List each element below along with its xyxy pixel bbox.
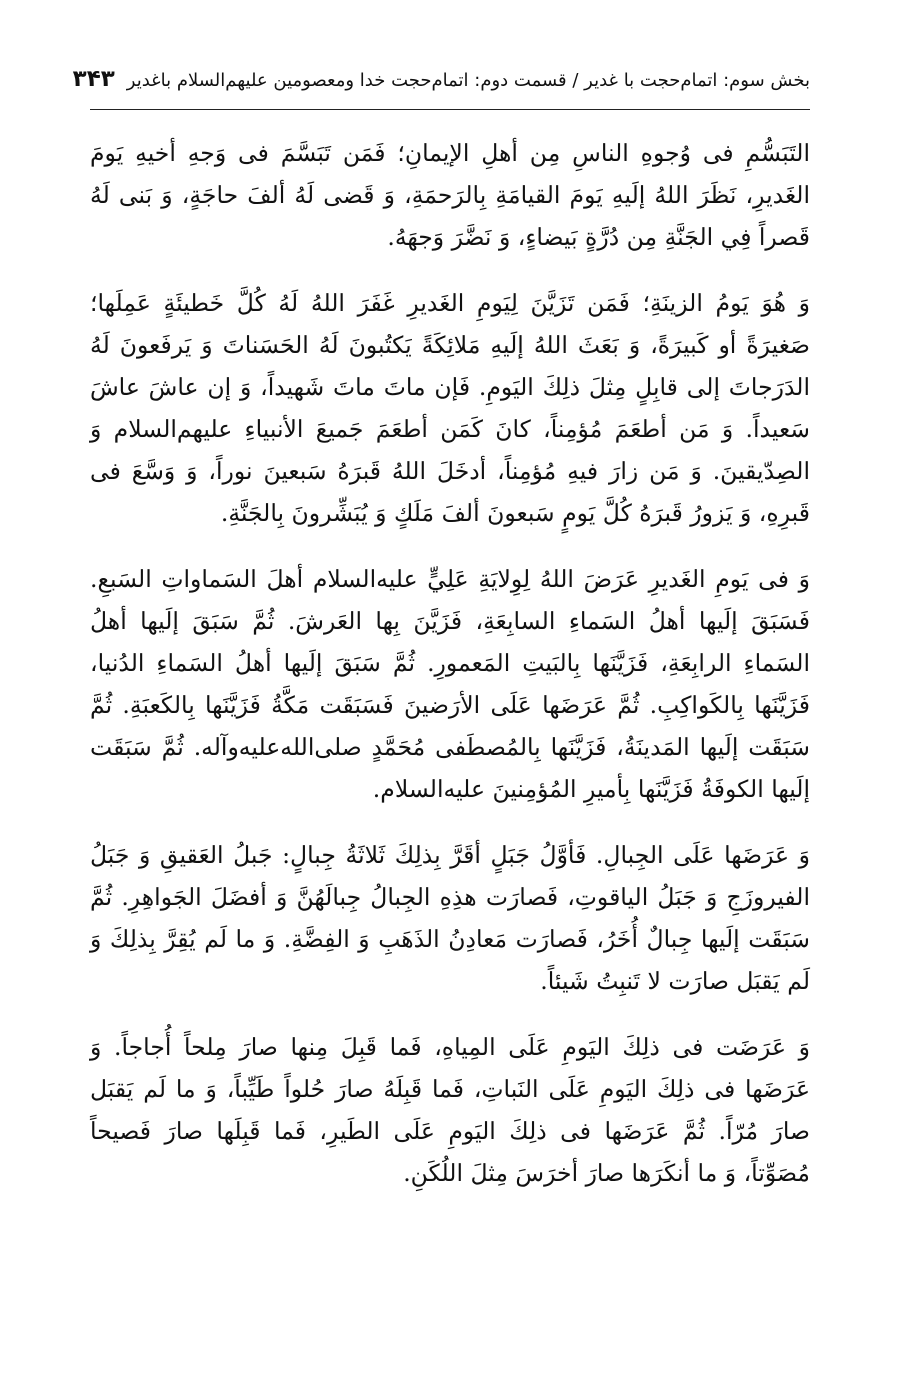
paragraph: وَ فی يَومِ الغَديرِ عَرَضَ اللهُ لِوِلايَةِ عَلِيٍّ عليه‌السلام أهلَ السَماواتِ السَبعِ. فَسَبَقَ إلَيها أهلُ السَماءِ السابِعَةِ، فَزَيَّنَ بِها العَرشَ. ثُمَّ سَبَقَ إلَيها أهلُ السَماءِ الرابِعَةِ، فَزَيَّنَها بِالبَيتِ المَعمورِ. ثُمَّ سَبَقَ إلَيها أهلُ السَماءِ الدُنيا، فَزَيَّنَها بِالكَواكِبِ. ثُمَّ عَرَضَها عَلَى الأرَضينَ فَسَبَقَت مَكَّةُ فَزَيَّنَها بِالكَعبَةِ. ثُمَّ سَبَقَت إلَيها المَدينَةُ، فَزَيَّنَها بِالمُصطَفى مُحَمَّدٍ صلی‌الله‌علیه‌وآله. ثُمَّ سَبَقَت إلَيها الكوفَةُ فَزَيَّنَها بِأميرِ المُؤمِنينَ عليه‌السلام. [90, 565, 810, 803]
page-body [90, 132, 810, 1194]
paragraph: وَ هُوَ يَومُ الزينَةِ؛ فَمَن تَزَيَّنَ لِيَومِ الغَديرِ غَفَرَ اللهُ لَهُ كُلَّ خَطيئَةٍ عَمِلَها؛ صَغيرَةً أو كَبيرَةً، وَ بَعَثَ اللهُ إلَيهِ مَلائِكَةً يَكتُبونَ لَهُ الحَسَناتَ وَ يَرفَعونَ لَهُ الدَرَجاتَ إلى قابِلٍ مِثلَ ذلِكَ اليَومِ. فَإن ماتَ ماتَ شَهيداً، وَ إن عاشَ عاشَ سَعيداً. وَ مَن أطعَمَ مُؤمِناً، كانَ كَمَن أطعَمَ جَميعَ الأنبياءِ عليهم‌السلام وَ الصِدّيقينَ. وَ مَن زارَ فيهِ مُؤمِناً، أدخَلَ اللهُ قَبرَهُ سَبعينَ نوراً، وَ وَسَّعَ فی قَبرِهِ، وَ يَزورُ قَبرَهُ كُلَّ يَومٍ سَبعونَ ألفَ مَلَكٍ وَ يُبَشِّرونَ بِالجَنَّةِ. [90, 289, 810, 527]
header-title: بخش سوم: اتمام‌حجت با غدیر / قسمت دوم: اتمام‌حجت خدا ومعصومین علیهم‌السلام باغدیر [126, 70, 810, 91]
paragraph: وَ عَرَضَت فی ذلِكَ اليَومِ عَلَى المِياهِ، فَما قَبِلَ مِنها صارَ مِلحاً أُجاجاً. وَ عَرَضَها فی ذلِكَ اليَومِ عَلَى النَباتِ، فَما قَبِلَهُ صارَ حُلواً طَيِّباً، وَ ما لَم يَقبَل صارَ مُرّاً. ثُمَّ عَرَضَها فی ذلِكَ اليَومِ عَلَى الطَيرِ، فَما قَبِلَها صارَ فَصيحاً مُصَوِّتاً، وَ ما أنكَرَها صارَ أخرَسَ مِثلَ اللُكَنِ. [90, 1033, 810, 1187]
page-number: ۳۴۳ [72, 66, 115, 92]
paragraph: التَبَسُّمِ فی وُجوهِ الناسِ مِن أهلِ الإيمانِ؛ فَمَن تَبَسَّمَ فی وَجهِ أخيهِ يَومَ الغَديرِ، نَظَرَ اللهُ إلَيهِ يَومَ القيامَةِ بِالرَحمَةِ، وَ قَضى لَهُ ألفَ حاجَةٍ، وَ بَنى لَهُ قَصراً فِي الجَنَّةِ مِن دُرَّةٍ بَيضاءٍ، وَ نَضَّرَ وَجهَهُ. [90, 139, 810, 251]
book-page [72, 66, 810, 1218]
running-header [72, 66, 810, 110]
paragraph: وَ عَرَضَها عَلَى الجِبالِ. فَأوَّلُ جَبَلٍ أقَرَّ بِذلِكَ ثَلاثَةُ جِبالٍ: جَبلُ العَقيقِ وَ جَبَلُ الفيروزَجِ وَ جَبَلُ الياقوتِ، فَصارَت هذِهِ الجِبالُ جِبالَهُنَّ وَ أفضَلَ الجَواهِرِ. ثُمَّ سَبَقَت إلَيها جِبالٌ أُخَرُ، فَصارَت مَعادِنُ الذَهَبِ وَ الفِضَّةِ. وَ ما لَم يُقِرَّ بِذلِكَ وَ لَم يَقبَل صارَت لا تَنبِتُ شَيئاً. [90, 841, 810, 995]
